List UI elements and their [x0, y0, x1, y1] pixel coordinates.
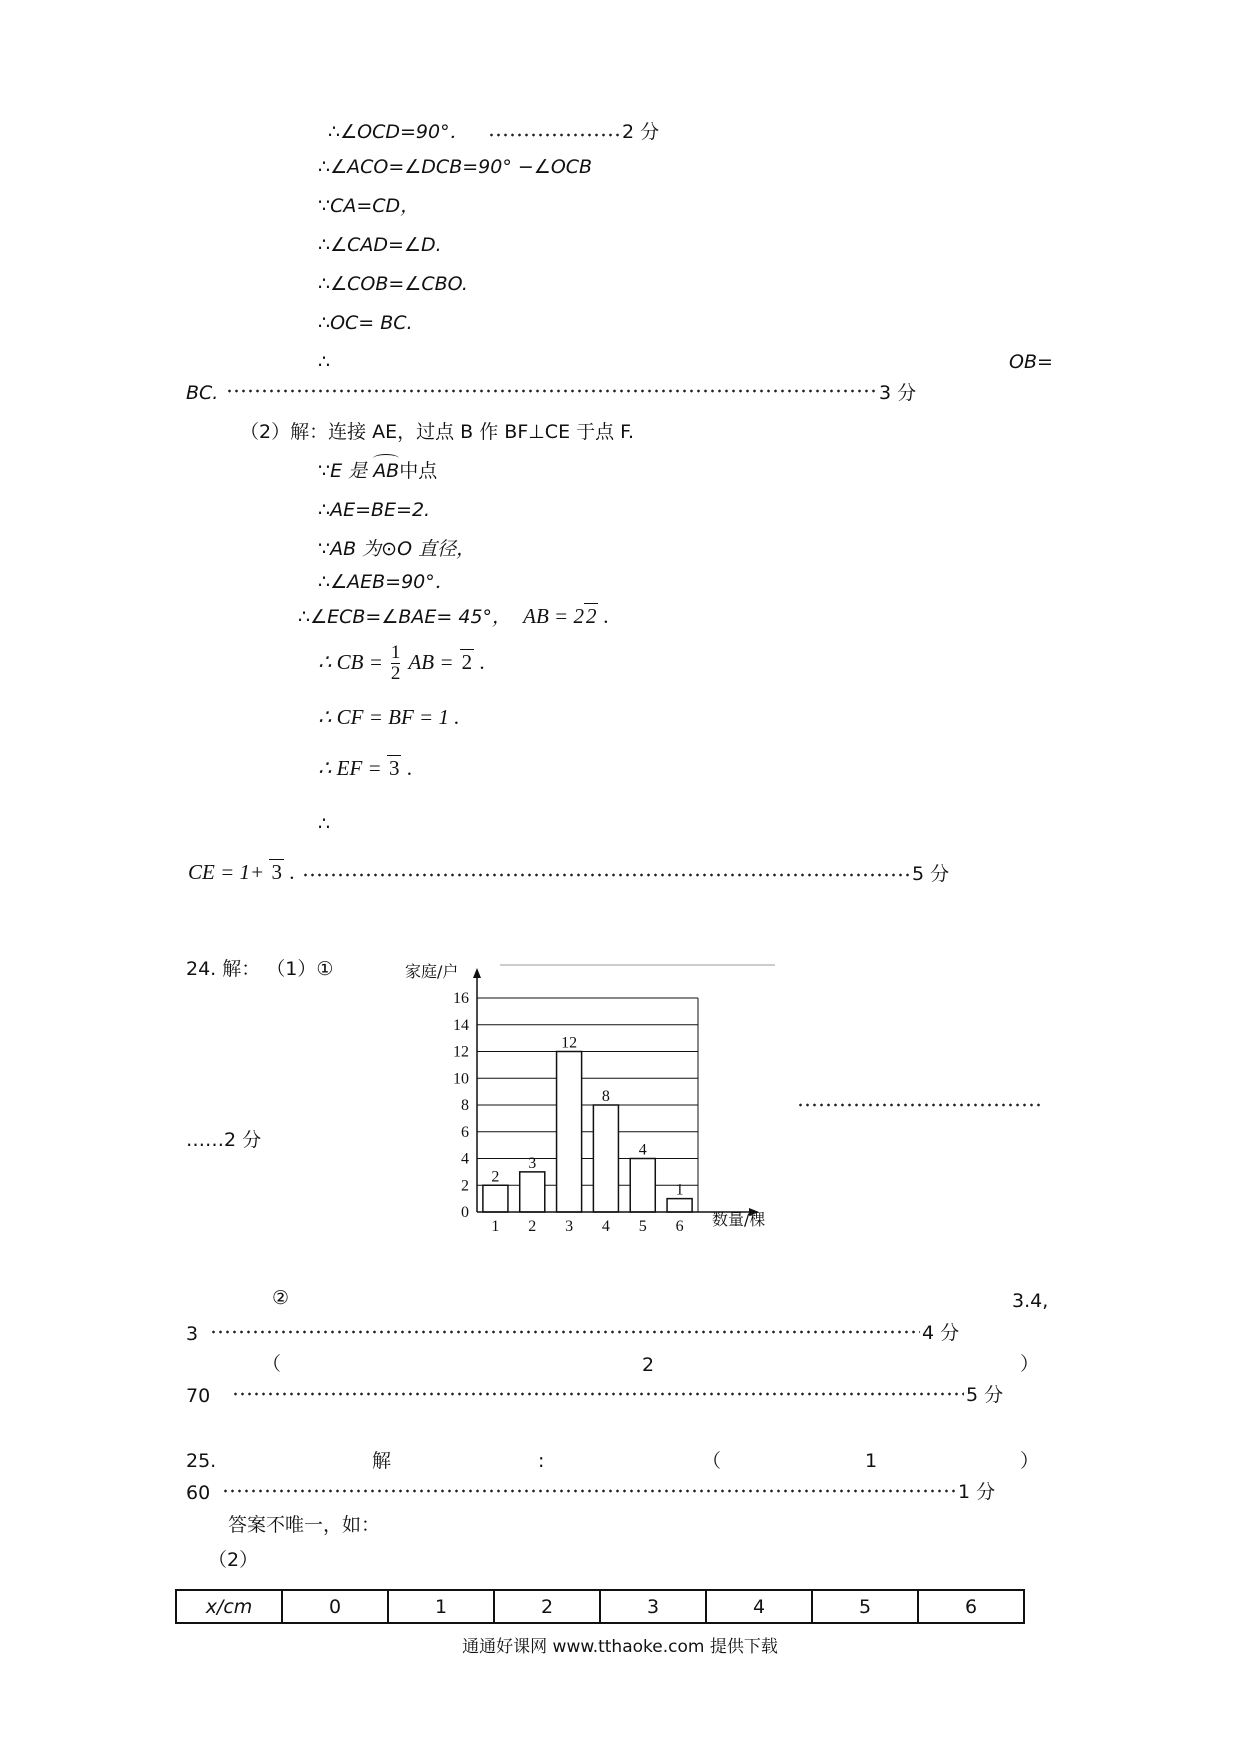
proof-ce: CE = 1+ 3 .	[188, 860, 295, 884]
score-label: 2 分	[622, 121, 660, 143]
y-tick-label: 10	[453, 1070, 469, 1088]
q25-note: 答案不唯一，如：	[228, 1514, 381, 1536]
proof-cf-bf: ∴ CF = BF = 1 .	[318, 705, 460, 729]
score-leader	[232, 1391, 964, 1397]
bar-5	[630, 1159, 655, 1213]
table-cell: x/cm	[176, 1590, 282, 1623]
chart-x-ticks	[491, 1218, 683, 1235]
proof-bc: BC.	[186, 382, 219, 404]
y-tick-label: 12	[453, 1043, 469, 1061]
y-tick-label: 14	[453, 1016, 469, 1034]
bar-chart	[405, 960, 766, 1235]
x-tick-label: 5	[638, 1218, 647, 1235]
arc-ab: AB	[373, 460, 400, 482]
table-cell: 0	[282, 1590, 388, 1623]
score-label: 3 分	[879, 382, 917, 404]
proof-therefore: ∴	[318, 813, 331, 835]
bar-2	[520, 1172, 545, 1212]
y-tick-label: 16	[453, 990, 469, 1007]
score-leader	[488, 132, 620, 138]
proof-ecb: ∴∠ECB=∠BAE= 45°， AB = 22 .	[298, 604, 609, 628]
q24-ans3: 70	[186, 1385, 211, 1407]
score-leader	[302, 872, 910, 878]
q25-part2: （2）	[208, 1549, 259, 1571]
score-leader	[226, 388, 876, 394]
bar-value-label: 3	[528, 1154, 537, 1172]
table-cell: 2	[494, 1590, 600, 1623]
x-tick-label: 1	[491, 1218, 500, 1235]
part2-title: （2）解：连接 AE，过点 B 作 BF⊥CE 于点 F.	[240, 421, 635, 443]
score-label: ……2 分	[186, 1129, 262, 1151]
proof-cb: ∴ CB = $\frac{1}{2}$ AB = 2 .	[318, 642, 485, 684]
proof-e-midpoint: ∵E 是 AB中点	[318, 460, 438, 482]
x-tick-label: 6	[675, 1218, 684, 1235]
x-tick-label: 2	[528, 1218, 537, 1235]
x-value-table	[175, 1589, 1025, 1624]
q25-jie: 解	[372, 1450, 392, 1472]
paren-close: ）	[1020, 1353, 1040, 1375]
score-leader	[222, 1488, 955, 1494]
score-leader	[797, 1102, 1043, 1108]
q25-ans1: 60	[186, 1482, 211, 1504]
table-cell: 5	[812, 1590, 918, 1623]
proof-ob: OB=	[1009, 351, 1053, 373]
fraction-one-half: $\frac{1}{2}$	[390, 642, 401, 684]
bar-value-label: 1	[675, 1181, 684, 1199]
bar-value-label: 2	[491, 1168, 500, 1186]
proof-ab-diameter: ∵AB 为⊙O 直径，	[318, 538, 476, 560]
table-cell: 3	[600, 1590, 706, 1623]
bar-value-label: 8	[601, 1088, 610, 1105]
page-footer: 通通好课网 www.tthaoke.com 提供下载	[462, 1637, 778, 1657]
q24-circle-two: ②	[272, 1287, 290, 1309]
table-cell: 6	[918, 1590, 1024, 1623]
table-row	[176, 1590, 1024, 1623]
q24-part-num: 2	[642, 1354, 655, 1376]
x-axis-label: 数量/棵	[712, 1210, 766, 1229]
score-label: 5 分	[912, 863, 950, 885]
bar-6	[667, 1199, 692, 1212]
bar-3	[557, 1052, 582, 1213]
score-label: 4 分	[922, 1322, 960, 1344]
proof-line-cad: ∴∠CAD=∠D.	[318, 234, 442, 256]
proof-line-oc-bc: ∴OC= BC.	[318, 312, 413, 334]
paren-open: （	[262, 1353, 282, 1375]
y-tick-label: 4	[461, 1150, 469, 1168]
q25-number: 25.	[186, 1450, 217, 1472]
proof-aeb: ∴∠AEB=90°．	[318, 571, 454, 593]
q25-colon: :	[538, 1450, 545, 1472]
proof-line-cob: ∴∠COB=∠CBO.	[318, 273, 468, 295]
chart-y-ticks	[453, 990, 469, 1221]
proof-line-ocd: ∴∠OCD=90°．	[328, 121, 469, 143]
q24-ans2-mean: 3.4,	[1012, 1290, 1049, 1312]
score-label: 5 分	[966, 1384, 1004, 1406]
paren-open: （	[702, 1450, 722, 1472]
proof-therefore: ∴	[318, 351, 331, 373]
table-cell: 4	[706, 1590, 812, 1623]
x-tick-label: 4	[601, 1218, 610, 1235]
proof-line-aco: ∴∠ACO=∠DCB=90° −∠OCB	[318, 156, 593, 178]
q24-ans2-median: 3	[186, 1323, 199, 1345]
proof-line-ca-cd: ∵CA=CD，	[318, 195, 420, 217]
bar-value-label: 4	[638, 1141, 647, 1159]
paren-close: ）	[1020, 1450, 1040, 1472]
y-tick-label: 0	[461, 1204, 469, 1221]
q25-part-num: 1	[865, 1450, 878, 1472]
score-label: 1 分	[958, 1481, 996, 1503]
table-cell: 1	[388, 1590, 494, 1623]
proof-ae-be: ∴AE=BE=2.	[318, 499, 431, 521]
bar-4	[593, 1105, 618, 1212]
q24-heading: 24. 解： （1）①	[186, 958, 334, 980]
chart-gridlines	[477, 998, 698, 1212]
proof-ef: ∴ EF = 3 .	[318, 756, 412, 780]
y-tick-label: 2	[461, 1177, 469, 1195]
y-tick-label: 8	[461, 1097, 469, 1114]
bar-value-label: 12	[561, 1034, 578, 1052]
score-leader	[210, 1329, 920, 1335]
y-axis-arrow	[473, 968, 481, 978]
x-tick-label: 3	[565, 1218, 574, 1235]
y-axis-label: 家庭/户	[405, 962, 459, 981]
y-tick-label: 6	[461, 1123, 469, 1141]
bar-1	[483, 1185, 508, 1212]
